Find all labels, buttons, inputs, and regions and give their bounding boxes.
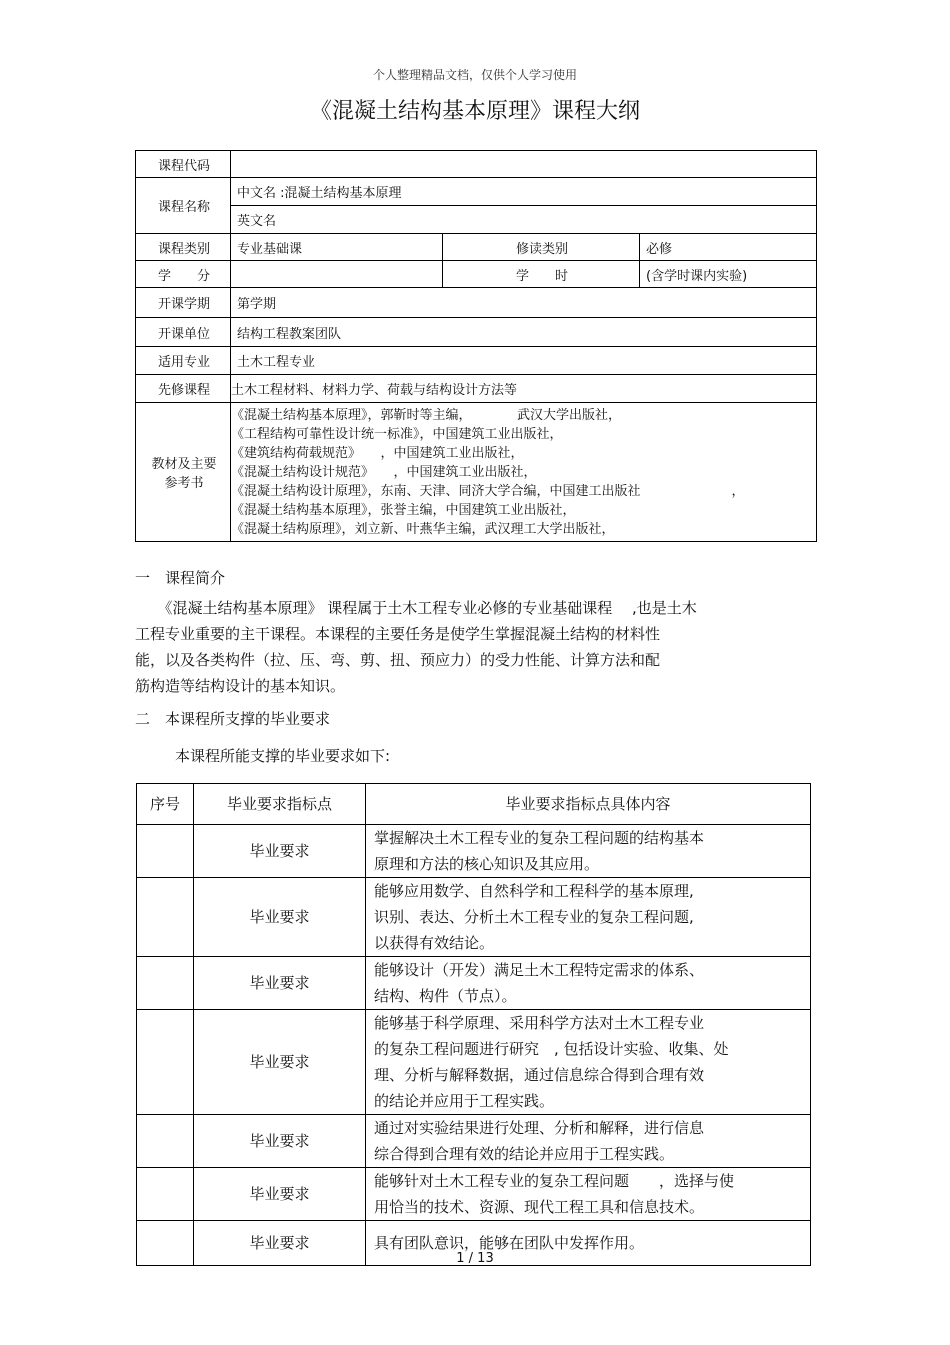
course-code-value — [231, 151, 817, 178]
section1-heading: 一 课程简介 — [135, 569, 226, 587]
content-line: 识别、表达、分析土木工程专业的复杂工程问题, — [374, 908, 694, 926]
row-content — [366, 957, 811, 1010]
section1-line: 工程专业重要的主干课程。本课程的主要任务是使学生掌握混凝土结构的材料性 — [135, 625, 661, 643]
section2-heading: 二 本课程所支撑的毕业要求 — [135, 710, 331, 728]
hours-label: 学 时 — [443, 261, 640, 288]
unit-value: 结构工程教案团队 — [231, 318, 817, 347]
semester-value: 第学期 — [231, 288, 817, 318]
textbook-label — [136, 403, 231, 542]
textbook-label-line: 参考书 — [164, 476, 204, 491]
content-line: 能够设计（开发）满足土木工程特定需求的体系、 — [374, 961, 705, 979]
content-line: 能够针对土木工程专业的复杂工程问题 ，选择与使 — [374, 1172, 735, 1190]
header-content: 毕业要求指标点具体内容 — [366, 784, 811, 825]
section1-line: 能，以及各类构件（拉、压、弯、剪、扭、预应力）的受力性能、计算方法和配 — [135, 651, 661, 669]
section1-body — [135, 595, 815, 699]
study-type-label: 修读类别 — [443, 234, 640, 261]
course-info-table — [135, 150, 817, 542]
row-item: 毕业要求 — [194, 1168, 366, 1221]
row-item: 毕业要求 — [194, 1010, 366, 1115]
page-title: 《混凝土结构基本原理》课程大纲 — [309, 99, 640, 124]
section2-lead: 本课程所能支撑的毕业要求如下: — [175, 747, 391, 765]
content-line: 通过对实验结果进行处理、分析和解释，进行信息 — [374, 1119, 705, 1137]
textbook-item: 《混凝土结构原理》，刘立新、叶燕华主编，武汉理工大学出版社， — [231, 521, 615, 537]
course-name-label: 课程名称 — [136, 178, 231, 234]
section1-line: 《混凝土结构基本原理》 课程属于土木工程专业必修的专业基础课程 ,也是土木 — [135, 599, 697, 617]
major-value: 土木工程专业 — [231, 347, 817, 375]
table-row — [137, 957, 811, 1010]
content-line: 用恰当的技术、资源、现代工程工具和信息技术。 — [374, 1198, 705, 1216]
course-category-label: 课程类别 — [136, 234, 231, 261]
content-line: 具有团队意识，能够在团队中发挥作用。 — [374, 1234, 645, 1252]
content-line: 原理和方法的核心知识及其应用。 — [374, 855, 600, 873]
row-no — [137, 878, 194, 957]
header-no: 序号 — [137, 784, 194, 825]
table-row — [137, 1115, 811, 1168]
row-no — [137, 1010, 194, 1115]
textbook-label-line: 教材及主要 — [151, 457, 217, 472]
row-no — [137, 1115, 194, 1168]
textbook-item: 《工程结构可靠性设计统一标准》，中国建筑工业出版社， — [231, 426, 563, 442]
row-content — [366, 1168, 811, 1221]
row-item: 毕业要求 — [194, 878, 366, 957]
row-no — [137, 1168, 194, 1221]
row-content — [366, 825, 811, 878]
row-item: 毕业要求 — [194, 957, 366, 1010]
study-type-value: 必修 — [640, 234, 817, 261]
course-name-cn: 中文名 :混凝土结构基本原理 — [231, 178, 817, 206]
row-content — [366, 1115, 811, 1168]
requirements-table — [136, 783, 811, 1266]
course-code-label: 课程代码 — [136, 151, 231, 178]
textbook-item: 《混凝土结构基本原理》，张誉主编，中国建筑工业出版社， — [231, 502, 576, 518]
row-item: 毕业要求 — [194, 825, 366, 878]
textbook-item: 《混凝土结构设计原理》，东南、天津、同济大学合编，中国建工出版社 ， — [231, 483, 745, 499]
content-line: 能够应用数学、自然科学和工程科学的基本原理, — [374, 882, 694, 900]
section1-line: 筋构造等结构设计的基本知识。 — [135, 677, 346, 695]
prereq-value: 土木工程材料、材料力学、荷载与结构设计方法等 — [231, 375, 817, 403]
prereq-label: 先修课程 — [136, 375, 231, 403]
table-row — [137, 1168, 811, 1221]
semester-label: 开课学期 — [136, 288, 231, 318]
table-row — [137, 878, 811, 957]
content-line: 能够基于科学原理、采用科学方法对土木工程专业 — [374, 1014, 705, 1032]
row-no — [137, 957, 194, 1010]
header-item: 毕业要求指标点 — [194, 784, 366, 825]
textbook-item: 《混凝土结构基本原理》，郭靳时等主编， 武汉大学出版社， — [231, 407, 622, 423]
row-item: 毕业要求 — [194, 1115, 366, 1168]
content-line: 以获得有效结论。 — [374, 934, 495, 952]
content-line: 的复杂工程问题进行研究 , 包括设计实验、收集、处 — [374, 1040, 729, 1058]
page-number: 1 / 13 — [456, 1251, 494, 1266]
course-category-value: 专业基础课 — [231, 234, 443, 261]
credit-value — [231, 261, 443, 288]
content-line: 的结论并应用于工程实践。 — [374, 1092, 555, 1110]
row-content — [366, 878, 811, 957]
course-name-en: 英文名 — [231, 206, 817, 234]
credit-label: 学 分 — [136, 261, 231, 288]
content-line: 理、分析与解释数据，通过信息综合得到合理有效 — [374, 1066, 705, 1084]
major-label: 适用专业 — [136, 347, 231, 375]
textbook-item: 《混凝土结构设计规范》 ，中国建筑工业出版社， — [231, 464, 537, 480]
row-no — [137, 825, 194, 878]
table-row — [137, 825, 811, 878]
table-row — [137, 1010, 811, 1115]
row-content — [366, 1010, 811, 1115]
content-line: 综合得到合理有效的结论并应用于工程实践。 — [374, 1145, 675, 1163]
content-line: 掌握解决土木工程专业的复杂工程问题的结构基本 — [374, 829, 705, 847]
header-note: 个人整理精品文档，仅供个人学习使用 — [372, 68, 577, 82]
textbook-item: 《建筑结构荷载规范》 ，中国建筑工业出版社， — [231, 445, 524, 461]
hours-value: (含学时课内实验) — [640, 261, 817, 288]
unit-label: 开课单位 — [136, 318, 231, 347]
content-line: 结构、构件（节点）。 — [374, 987, 517, 1005]
textbook-list — [231, 403, 817, 542]
row-item: 毕业要求 — [194, 1221, 366, 1266]
